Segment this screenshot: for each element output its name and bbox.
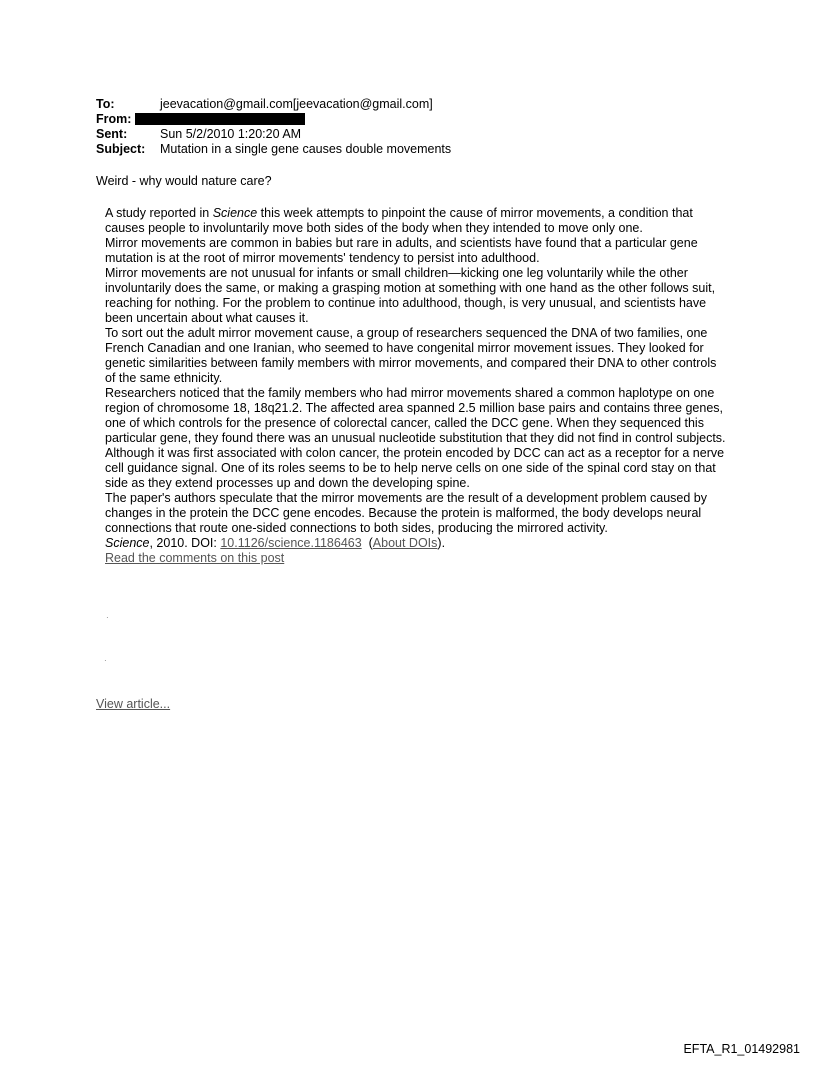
article-paragraph-5: Researchers noticed that the family members who had mirror movements shared a common haplotype on one region of chromosome 18, 18q21.2. The affected area spanned 2.5 million base pairs and contains three genes, one of which controls for the presence of colorectal cancer, called the DCC gene. When they sequenced this particular gene, they found there was an unusual nucleotide substitution that they did not find in control subjects. <box>105 386 726 445</box>
subject-label: Subject: <box>96 142 146 156</box>
tracking-pixel: · <box>106 613 109 622</box>
article-paragraph-7: The paper's authors speculate that the mirror movements are the result of a development problem caused by changes in the protein the DCC gene encodes. Because the protein is malformed, the body develops neural connections that route one-sided connections to both sides, producing the mirrored activity. <box>105 491 708 535</box>
citation-end: ). <box>437 536 446 550</box>
article-body <box>105 206 727 566</box>
comments-line <box>105 551 727 566</box>
article-paragraph-6: Although it was first associated with colon cancer, the protein encoded by DCC can act as a receptor for a nerve cell guidance signal. One of its roles seems to be to help nerve cells on one side of the spinal cord stay on that side as they extend processes up and down the developing spine. <box>105 446 725 490</box>
citation-gap: ( <box>361 536 373 550</box>
journal-name: Science <box>212 206 258 220</box>
citation-line <box>105 536 727 551</box>
subject-row <box>96 142 451 157</box>
redaction-bar <box>135 113 305 125</box>
to-value: jeevacation@gmail.com[jeevacation@gmail.com] <box>160 97 433 111</box>
citation-text: , 2010. DOI: <box>149 536 221 550</box>
article-paragraph-3: Mirror movements are not unusual for infants or small children—kicking one leg voluntarily while the other involuntarily does the same, or making a grasping motion at something with one hand as the other follows suit, reaching for nothing. For the problem to continue into adulthood, though, is very unusual, and scientists have been uncertain about what causes it. <box>105 266 716 325</box>
about-dois-link[interactable]: About DOIs <box>372 536 438 550</box>
sent-label: Sent: <box>96 127 128 141</box>
email-intro: Weird - why would nature care? <box>96 174 272 188</box>
article-paragraph-1 <box>105 206 727 236</box>
from-row <box>96 112 451 127</box>
from-label: From: <box>96 112 132 126</box>
subject-value: Mutation in a single gene causes double movements <box>160 142 452 156</box>
to-row <box>96 97 451 112</box>
p1-text-start: A study reported in <box>105 206 213 220</box>
comments-link[interactable]: Read the comments on this post <box>105 551 285 565</box>
sent-row <box>96 127 451 142</box>
view-article-link[interactable]: View article... <box>96 697 171 711</box>
sent-value: Sun 5/2/2010 1:20:20 AM <box>160 127 302 141</box>
document-id: EFTA_R1_01492981 <box>683 1042 800 1056</box>
article-paragraph-2: Mirror movements are common in babies but rare in adults, and scientists have found that a particular gene mutation is at the root of mirror movements' tendency to persist into adulthood. <box>105 236 698 265</box>
article-paragraph-4: To sort out the adult mirror movement cause, a group of researchers sequenced the DNA of two families, one French Canadian and one Iranian, who seemed to have congenital mirror movement issues. They looked for genetic similarities between family members with mirror movements, and compared their DNA to other controls of the same ethnicity. <box>105 326 717 385</box>
doi-link[interactable]: 10.1126/science.1186463 <box>220 536 362 550</box>
email-header <box>96 97 451 157</box>
p1-text-end: this week attempts to pinpoint the cause of mirror movements, a condition that causes people to involuntarily move both sides of the body when they intended to move only one. <box>105 206 693 235</box>
to-label: To: <box>96 97 115 111</box>
citation-journal: Science <box>105 536 150 550</box>
tracking-pixel: · <box>104 656 107 665</box>
